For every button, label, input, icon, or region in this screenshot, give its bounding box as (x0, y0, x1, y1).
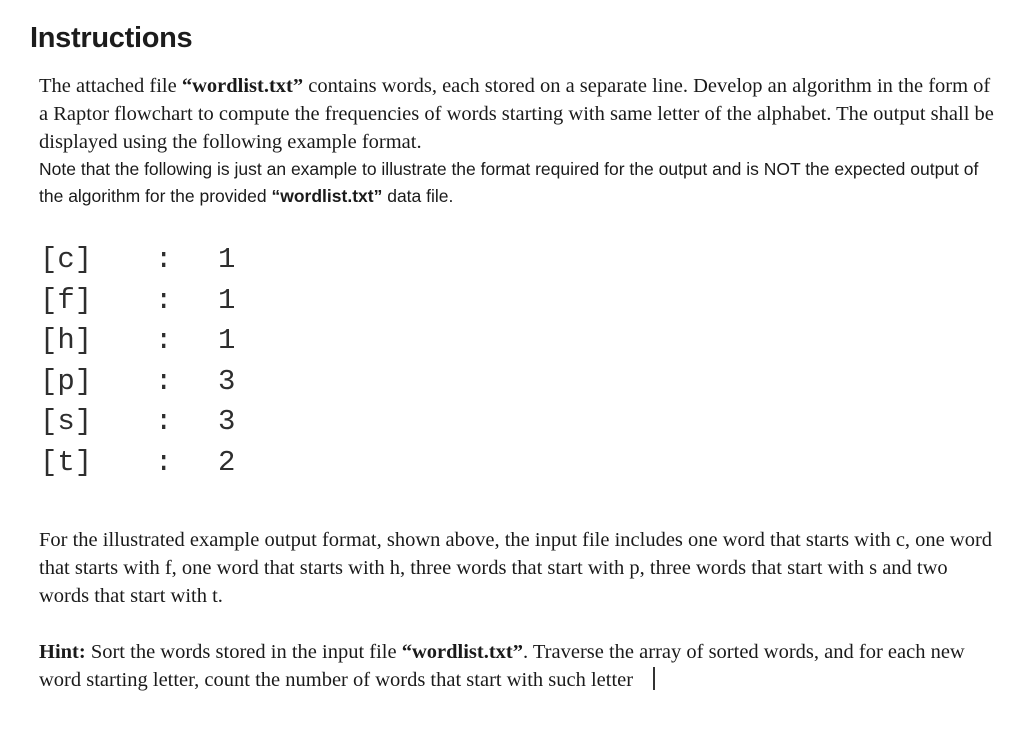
hint-text-1: Sort the words stored in the input file (85, 641, 402, 663)
output-letter: [h] (40, 324, 93, 357)
page-title: Instructions (30, 22, 193, 54)
output-letter: [s] (40, 405, 93, 438)
note-text-1: Note that the following is just an example to illustrate the format required for the output and is NOT the expected output of the algorithm for the provided (39, 159, 979, 206)
output-separator: : (155, 243, 173, 276)
intro-filename: “wordlist.txt” (181, 75, 304, 97)
text-cursor (653, 667, 655, 690)
intro-note (39, 156, 999, 210)
output-count: 3 (218, 364, 236, 398)
hint-text-2: . Traverse the array of sorted words, and for each new word starting letter, count the number of words that start with such letter (39, 641, 965, 691)
output-separator: : (155, 283, 173, 317)
hint-paragraph (39, 638, 999, 694)
intro-paragraph (39, 72, 999, 210)
explanation-paragraph: For the illustrated example output format, shown above, the input file includes one word that starts with c, one word that starts with f, one word that starts with h, three words that start with p, three words that start with s and two words that start with t. (39, 529, 993, 607)
intro-text-1: The attached file (39, 75, 182, 97)
note-filename: “wordlist.txt” (271, 186, 383, 206)
output-separator: : (155, 405, 173, 438)
output-letter: [c] (40, 243, 93, 276)
note-text-2: data file. (382, 186, 454, 206)
output-count: 3 (218, 405, 236, 438)
output-count: 1 (218, 283, 236, 317)
output-letter: [p] (40, 364, 93, 398)
hint-filename: “wordlist.txt” (401, 641, 523, 663)
output-separator: : (155, 445, 173, 479)
output-letter: [t] (40, 445, 93, 479)
output-letter: [f] (40, 283, 93, 317)
output-separator: : (155, 364, 173, 398)
output-count: 1 (218, 324, 236, 357)
output-count: 2 (218, 445, 236, 479)
hint-label: Hint: (39, 641, 86, 663)
output-count: 1 (218, 243, 236, 276)
intro-text-2: contains words, each stored on a separate line. Develop an algorithm in the form of a Raptor flowchart to compute the frequencies of words starting with same letter of the alphabet. The output shall be displayed using the following example format. (39, 75, 994, 153)
output-separator: : (155, 324, 173, 357)
